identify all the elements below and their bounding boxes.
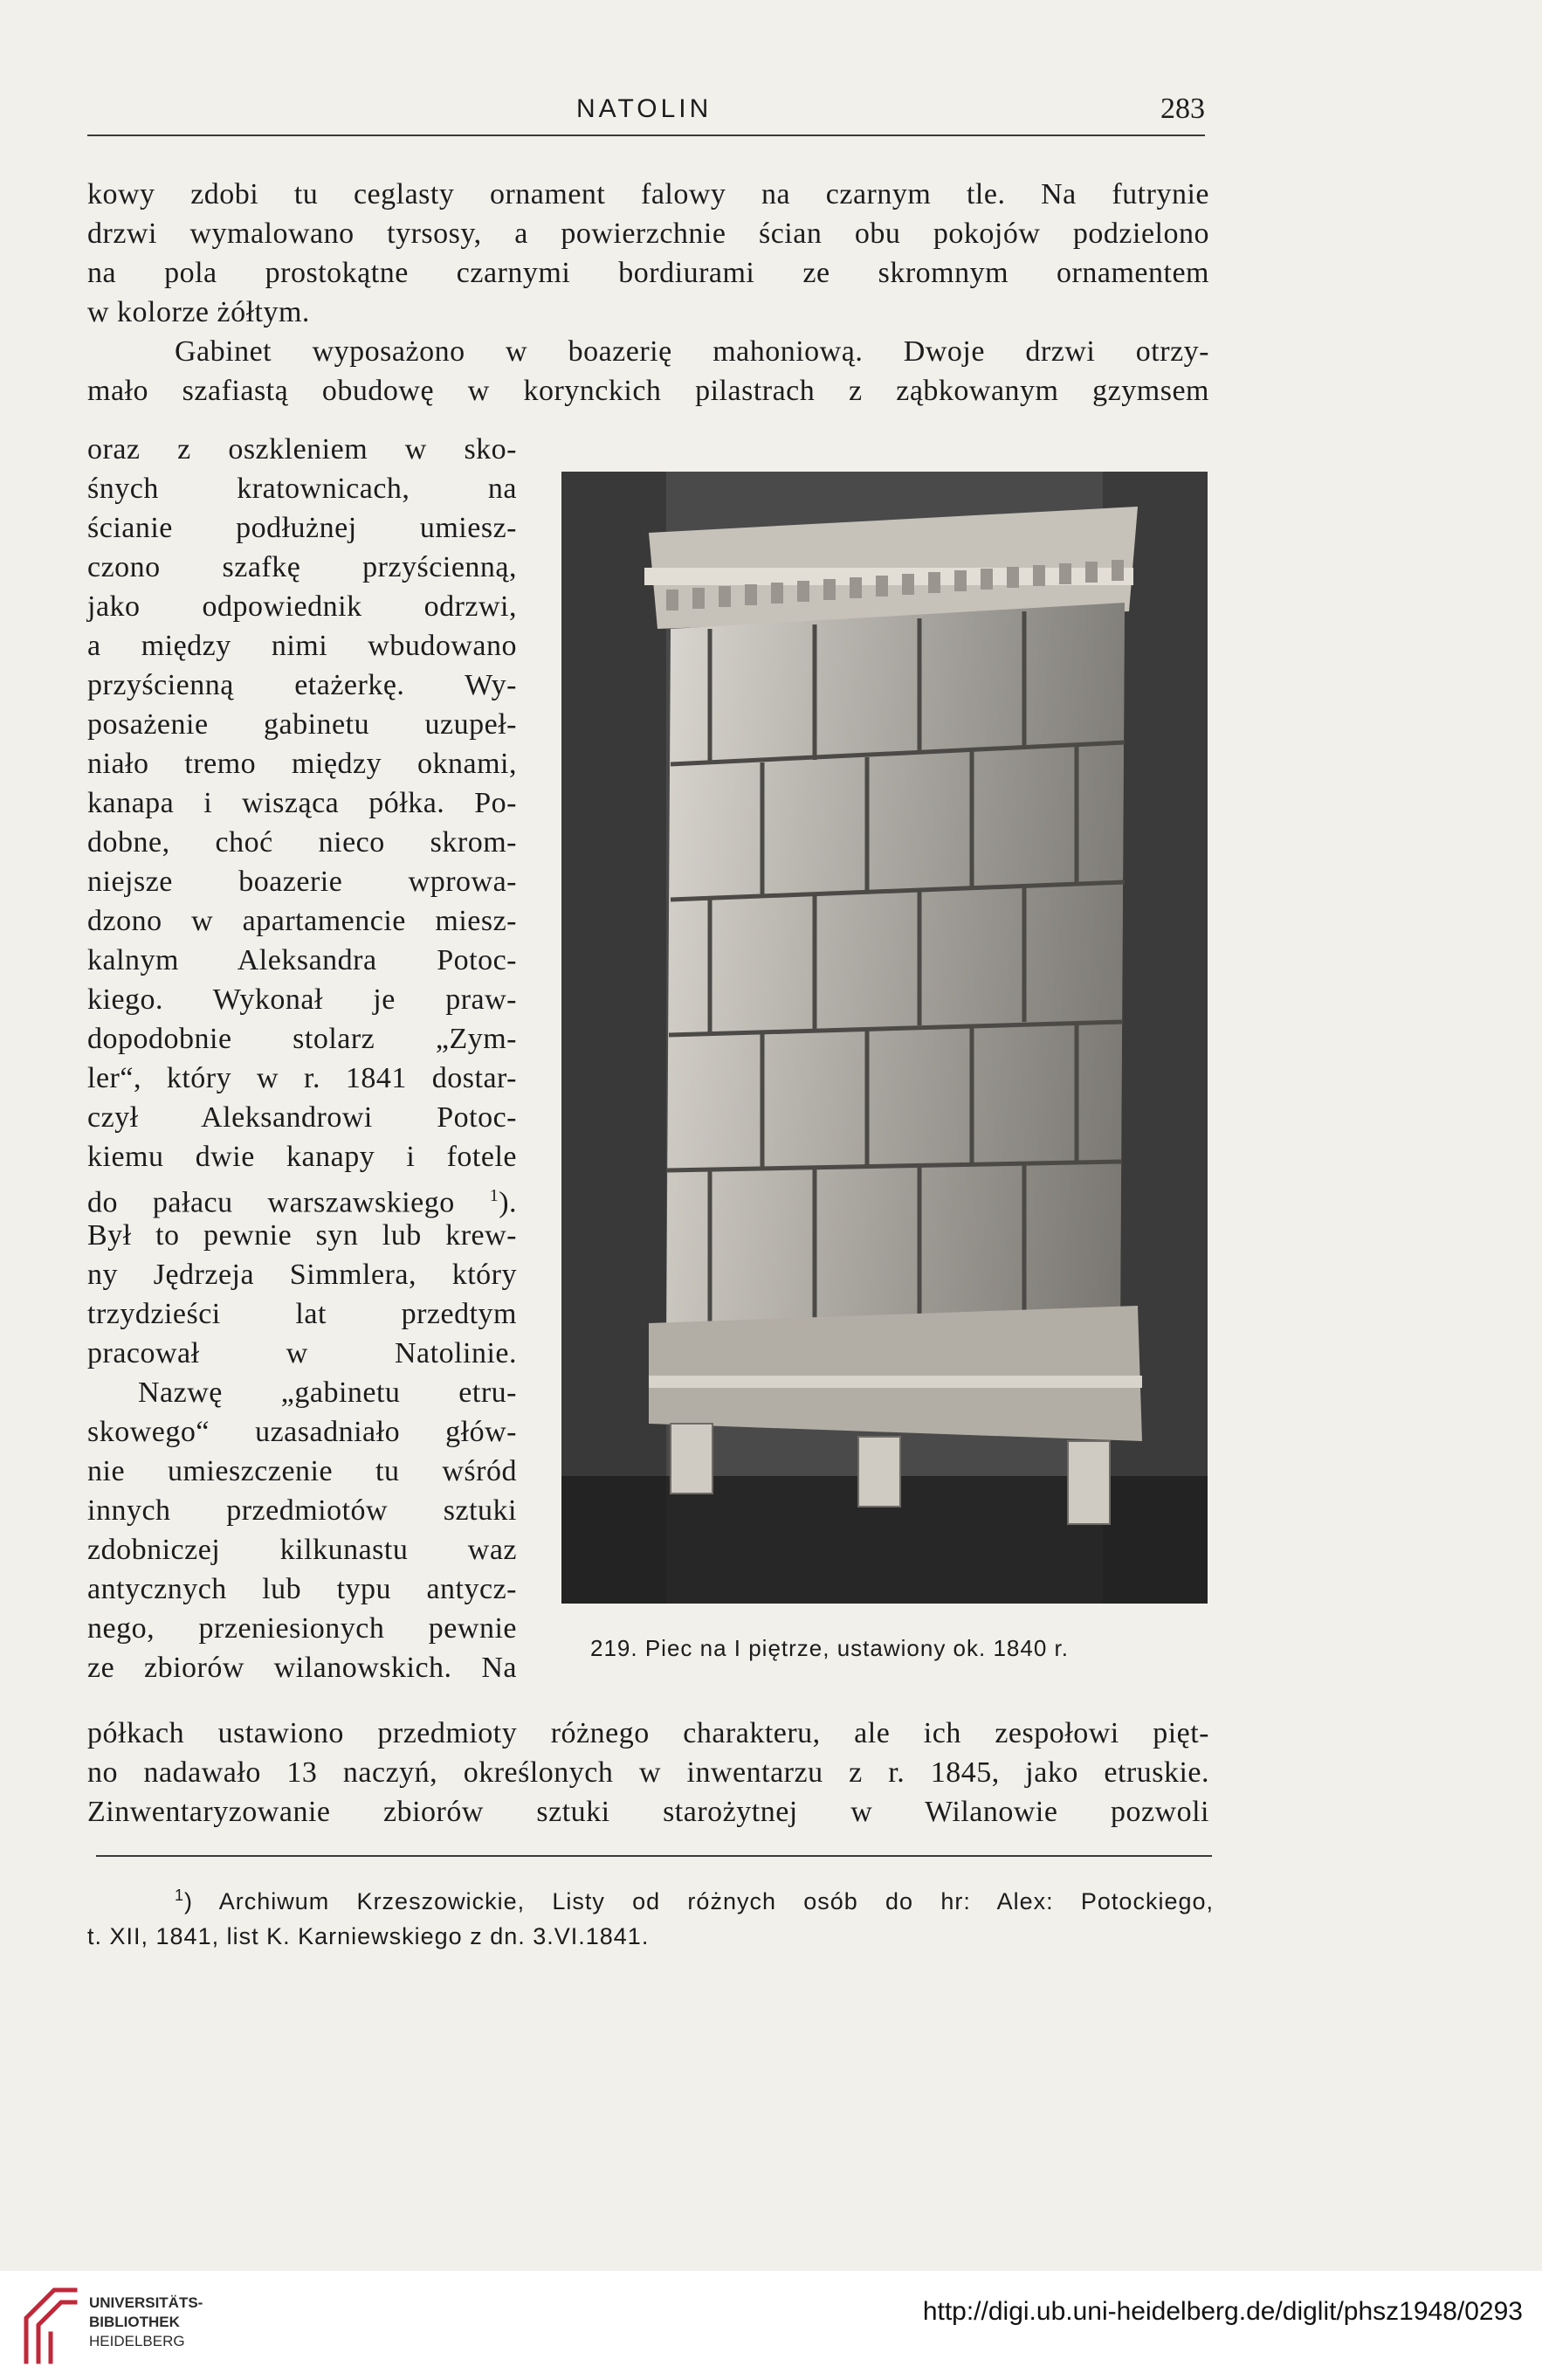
text-line: no nadawało 13 naczyń, określonych w inwentarzu z r. 1845, jako etruskie. [87, 1756, 1209, 1789]
text-line: niejsze boazerie wprowa- [87, 866, 517, 898]
footnote-divider [96, 1855, 1212, 1857]
page-number: 283 [1160, 93, 1205, 125]
running-title: NATOLIN [576, 94, 712, 123]
text-line: dopodobnie stolarz „Zym- [87, 1023, 517, 1055]
library-name-line: UNIVERSITÄTS- [89, 2294, 203, 2311]
bottom-paragraph [87, 1714, 1209, 1832]
text-line: skowego“ uzasadniało głów- [87, 1416, 517, 1448]
text-line: zdobniczej kilkunastu waz [87, 1534, 517, 1566]
figure-caption: 219. Piec na I piętrze, ustawiony ok. 1840 r. [590, 1635, 1069, 1661]
text-line: a między nimi wbudowano [87, 630, 517, 662]
text-line: śnych kratownicach, na [87, 473, 517, 505]
top-paragraphs [87, 175, 1209, 410]
text-fragment: ). [499, 1186, 518, 1219]
text-line: Nazwę „gabinetu etru- [138, 1376, 517, 1409]
text-line: kowy zdobi tu ceglasty ornament falowy na czarnym tle. Na futrynie [87, 178, 1209, 210]
text-line: jako odpowiednik odrzwi, [87, 590, 517, 623]
footnote-line: t. XII, 1841, list K. Karniewskiego z dn. 3.VI.1841. [87, 1923, 650, 1949]
text-line: niało tremo między oknami, [87, 748, 517, 780]
tiled-stove-photograph [561, 472, 1208, 1604]
running-head [87, 89, 1205, 136]
text-line: trzydzieści lat przedtym [87, 1298, 517, 1330]
footnote-text: ) Archiwum Krzeszowickie, Listy od różnych osób do hr: Alex: Potockiego, [184, 1888, 1214, 1914]
text-line: ze zbiorów wilanowskich. Na [87, 1652, 517, 1684]
text-line: ler“, który w r. 1841 dostar- [87, 1062, 517, 1094]
column-text [87, 430, 517, 1687]
text-line: na pola prostokątne czarnymi bordiurami ze skromnym ornamentem [87, 257, 1209, 289]
text-line: Był to pewnie syn lub krew- [87, 1219, 517, 1252]
text-line: posażenie gabinetu uzupeł- [87, 708, 517, 741]
text-line: kiemu dwie kanapy i fotele [87, 1141, 517, 1173]
text-line: ścianie podłużnej umiesz- [87, 512, 517, 544]
text-line-with-footnote [87, 1176, 518, 1219]
tiled-stove-illustration [561, 472, 1208, 1604]
text-line: kalnym Aleksandra Potoc- [87, 944, 517, 976]
text-line: przyścienną etażerkę. Wy- [87, 669, 517, 701]
text-fragment: do pałacu warszawskiego [87, 1186, 455, 1219]
text-line: pracował w Natolinie. [87, 1337, 517, 1369]
text-line: w kolorze żółtym. [87, 296, 310, 328]
text-line: nego, przeniesionych pewnie [87, 1612, 517, 1645]
text-line: kanapa i wisząca półka. Po- [87, 787, 517, 819]
text-line: nie umieszczenie tu wśród [87, 1455, 517, 1487]
text-line: ny Jędrzeja Simmlera, który [87, 1259, 517, 1291]
text-line: półkach ustawiono przedmioty różnego charakteru, ale ich zespołowi pięt- [87, 1717, 1209, 1749]
text-line: innych przedmiotów sztuki [87, 1494, 517, 1527]
footnote-reference: 1 [489, 1186, 499, 1205]
text-line: antycznych lub typu antycz- [87, 1573, 517, 1605]
footnote [87, 1878, 1214, 1954]
text-line: dzono w apartamencie miesz- [87, 905, 517, 937]
text-line: kiego. Wykonał je praw- [87, 983, 517, 1016]
ub-heidelberg-logo-icon [19, 2283, 82, 2367]
text-line: oraz z oszkleniem w sko- [87, 433, 517, 466]
library-name-line: HEIDELBERG [89, 2333, 185, 2349]
footnote-line [87, 1878, 1214, 1919]
text-line: mało szafiastą obudowę w korynckich pilastrach z ząbkowanym gzymsem [87, 375, 1209, 407]
text-line: Zinwentaryzowanie zbiorów sztuki starożytnej w Wilanowie pozwoli [87, 1796, 1209, 1828]
text-line: dobne, choć nieco skrom- [87, 826, 517, 859]
text-line: drzwi wymalowano tyrsosy, a powierzchnie ścian obu pokojów podzielono [87, 217, 1209, 250]
text-line: czono szafkę przyścienną, [87, 551, 517, 583]
source-url-link[interactable]: http://digi.ub.uni-heidelberg.de/diglit/phsz1948/0293 [922, 2297, 1523, 2326]
text-line: Gabinet wyposażono w boazerię mahoniową. Dwoje drzwi otrzy- [175, 335, 1209, 368]
library-name-line: BIBLIOTHEK [89, 2314, 180, 2330]
footnote-marker: 1 [175, 1887, 185, 1904]
library-name [89, 2294, 203, 2351]
text-line: czył Aleksandrowi Potoc- [87, 1101, 517, 1134]
